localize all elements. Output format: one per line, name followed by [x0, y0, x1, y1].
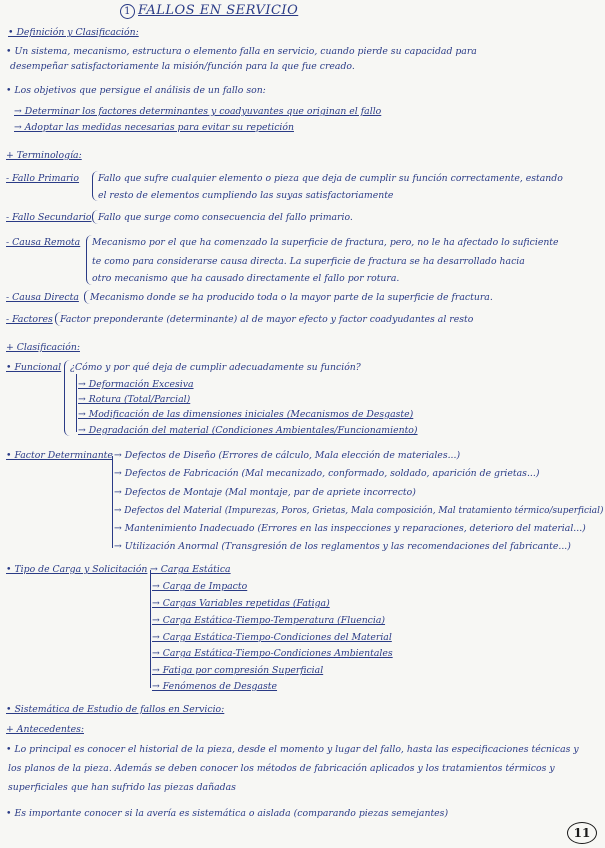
title-number: 1	[120, 4, 135, 19]
note-line: → Carga Estática-Tiempo-Condiciones del Material	[152, 632, 392, 643]
note-line: → Deformación Excesiva	[78, 379, 194, 390]
note-line: - Causa Remota	[6, 237, 81, 248]
note-line: - Fallo Secundario	[6, 212, 92, 223]
note-line: • Tipo de Carga y Solicitación	[6, 564, 148, 575]
brace-funcional	[64, 360, 70, 436]
note-line: → Defectos de Fabricación (Mal mecanizado, conformado, soldado, aparición de grietas...)	[114, 468, 540, 479]
brace-causa-remota	[86, 235, 92, 285]
note-line: • Factor Determinante	[6, 450, 113, 461]
note-line: Fallo que surge como consecuencia del fallo primario.	[98, 212, 353, 223]
brace-fallo-primario	[92, 171, 98, 201]
tree-line-funcional	[76, 374, 77, 432]
note-line: → Degradación del material (Condiciones Ambientales/Funcionamiento)	[78, 425, 418, 436]
brace-causa-directa	[84, 290, 90, 304]
note-line: • Es importante conocer si la avería es sistemática o aislada (comparando piezas semejantes)	[6, 808, 449, 819]
note-line: el resto de elementos cumpliendo las suyas satisfactoriamente	[98, 190, 394, 201]
brace-fallo-secundario	[92, 210, 98, 224]
note-line: • Los objetivos que persigue el análisis de un fallo son:	[6, 85, 266, 96]
note-line: → Cargas Variables repetidas (Fatiga)	[152, 598, 330, 609]
note-line: Mecanismo donde se ha producido toda o la mayor parte de la superficie de fractura.	[90, 292, 493, 303]
page-title	[120, 3, 298, 19]
note-line: → Defectos del Material (Impurezas, Poros, Grietas, Mala composición, Mal tratamiento térmico/superficial)	[114, 505, 604, 516]
note-line: Fallo que sufre cualquier elemento o pieza que deja de cumplir su función correctamente, estando	[98, 173, 563, 184]
note-line: - Causa Directa	[6, 292, 79, 303]
note-line: otro mecanismo que ha causado directamente el fallo por rotura.	[92, 273, 400, 284]
title-text: FALLOS EN SERVICIO	[138, 3, 299, 18]
note-line: - Fallo Primario	[6, 173, 80, 184]
brace-factores	[55, 312, 61, 326]
note-line: + Antecedentes:	[6, 724, 84, 735]
page-number: 11	[567, 822, 597, 844]
note-line: → Carga Estática	[150, 564, 231, 575]
note-line: - Factores	[6, 314, 53, 325]
note-line: → Fatiga por compresión Superficial	[152, 665, 324, 676]
note-line: → Mantenimiento Inadecuado (Errores en las inspecciones y reparaciones, deterioro del material...)	[114, 523, 586, 534]
note-line: ¿Cómo y por qué deja de cumplir adecuadamente su función?	[70, 362, 361, 373]
note-line: • Funcional	[6, 362, 62, 373]
note-line: → Defectos de Montaje (Mal montaje, par de apriete incorrecto)	[114, 487, 416, 498]
note-line: • Lo principal es conocer el historial de la pieza, desde el momento y lugar del fallo, hasta las especificaciones técnicas y	[6, 744, 579, 755]
note-line: • Sistemática de Estudio de fallos en Servicio:	[6, 704, 225, 715]
note-line: Mecanismo por el que ha comenzado la superficie de fractura, pero, no le ha afectado lo suficiente	[92, 237, 559, 248]
note-line: + Clasificación:	[6, 342, 80, 353]
note-line: → Rotura (Total/Parcial)	[78, 394, 191, 405]
note-line: → Modificación de las dimensiones iniciales (Mecanismos de Desgaste)	[78, 409, 414, 420]
note-line: → Utilización Anormal (Transgresión de los reglamentos y las recomendaciones del fabricante...)	[114, 541, 571, 552]
note-line: → Defectos de Diseño (Errores de cálculo, Mala elección de materiales...)	[114, 450, 461, 461]
note-line: → Carga Estática-Tiempo-Temperatura (Fluencia)	[152, 615, 386, 626]
note-line: • Definición y Clasificación:	[8, 27, 139, 38]
note-line: Factor preponderante (determinante) al de mayor efecto y factor coadyudantes al resto	[60, 314, 474, 325]
note-line: los planos de la pieza. Además se deben conocer los métodos de fabricación aplicados y los tratamientos térmicos y	[8, 763, 555, 774]
tree-line-tipo-de-carga	[150, 570, 151, 688]
note-line: → Adoptar las medidas necesarias para evitar su repetición	[14, 122, 294, 133]
note-line: superficiales que han sufrido las piezas dañadas	[8, 782, 236, 793]
note-line: → Determinar los factores determinantes y coadyuvantes que originan el fallo	[14, 106, 382, 117]
note-line: → Carga Estática-Tiempo-Condiciones Ambientales	[152, 648, 393, 659]
note-line: + Terminología:	[6, 150, 82, 161]
note-line: desempeñar satisfactoriamente la misión/función para la que fue creado.	[10, 61, 355, 72]
note-line: • Un sistema, mecanismo, estructura o elemento falla en servicio, cuando pierde su capacidad para	[6, 46, 477, 57]
note-line: → Carga de Impacto	[152, 581, 248, 592]
note-line: → Fenómenos de Desgaste	[152, 681, 278, 692]
tree-line-factor-determinante	[112, 456, 113, 548]
note-line: te como para considerarse causa directa. La superficie de fractura se ha desarrollado hacia	[92, 256, 525, 267]
